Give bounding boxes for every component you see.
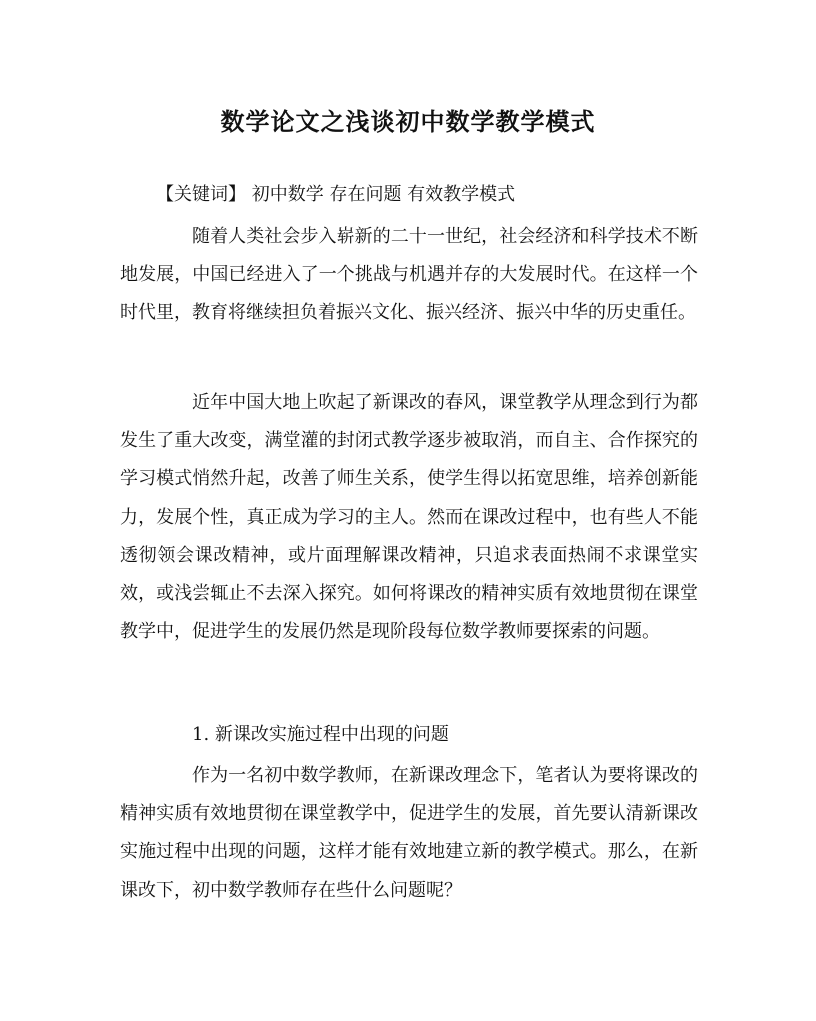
section-heading: 1. 新课改实施过程中出现的问题 [192, 724, 449, 745]
keywords-line: 【关键词】 初中数学 存在问题 有效教学模式 [156, 184, 516, 205]
section-paragraph: 作为一名初中数学教师，在新课改理念下，笔者认为要将课改的精神实质有效地贯彻在课堂教学中，促进学生的发展，首先要认清新课改实施过程中出现的问题，这样才能有效地建立新的教学模式。那么，在新课改下，初中数学教师存在些什么问题呢？ [120, 765, 698, 901]
document-title: 数学论文之浅谈初中数学教学模式 [220, 107, 596, 136]
paragraph-intro: 随着人类社会步入崭新的二十一世纪，社会经济和科学技术不断地发展，中国已经进入了一个挑战与机遇并存的大发展时代。在这样一个时代里，教育将继续担负着振兴文化、振兴经济、振兴中华的历史重任。 [120, 226, 698, 324]
paragraph-curriculum-reform: 近年中国大地上吹起了新课改的春风，课堂教学从理念到行为都发生了重大改变，满堂灌的封闭式教学逐步被取消，而自主、合作探究的学习模式悄然升起，改善了师生关系，使学生得以拓宽思维，培养创新能力，发展个性，真正成为学习的主人。然而在课改过程中，也有些人不能透彻领会课改精神，或片面理解课改精神，只追求表面热闹不求课堂实效，或浅尝辄止不去深入探究。如何将课改的精神实质有效地贯彻在课堂教学中，促进学生的发展仍然是现阶段每位数学教师要探索的问题。 [120, 392, 698, 643]
